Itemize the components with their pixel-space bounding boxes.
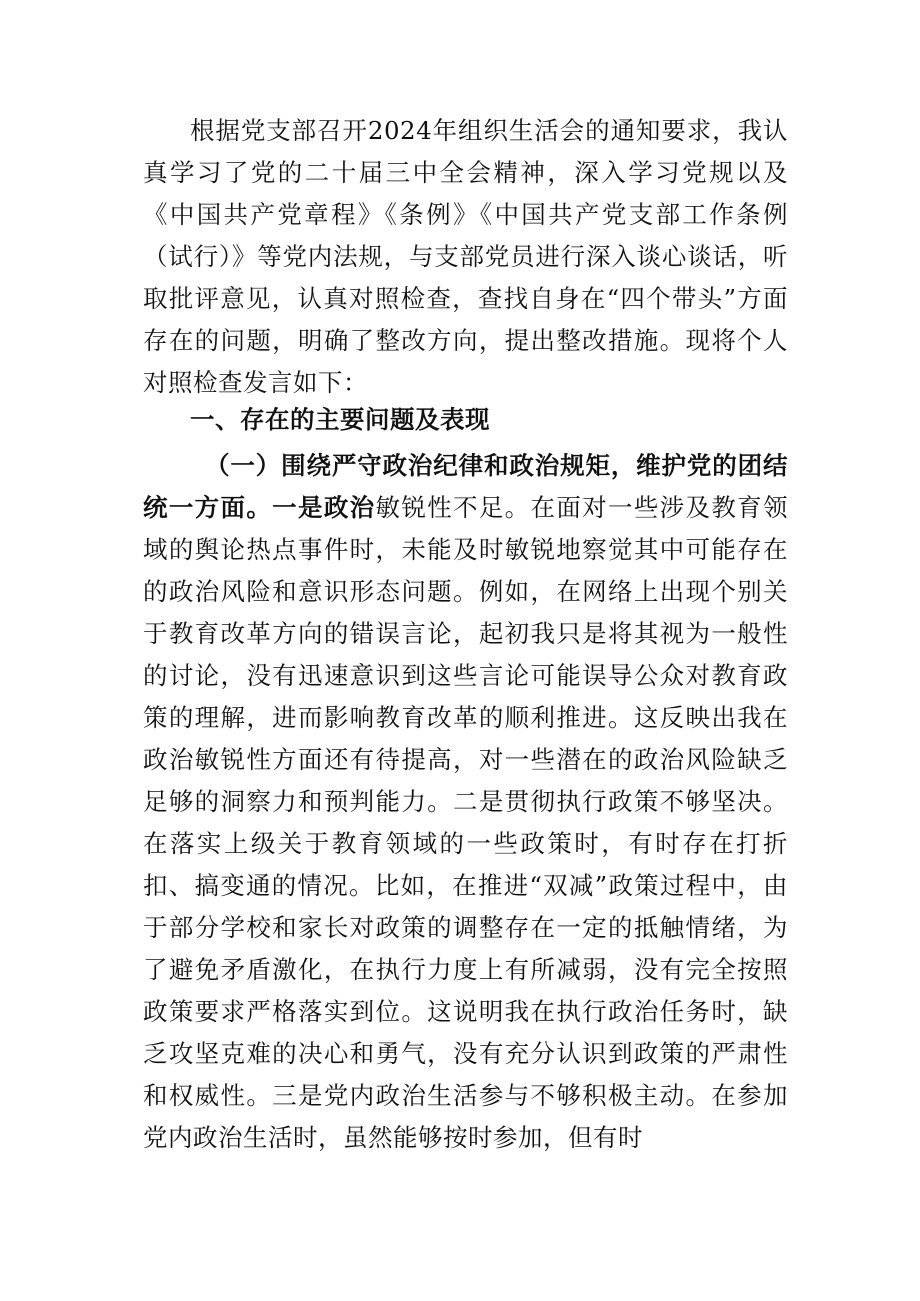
section-heading: 一、存在的主要问题及表现 xyxy=(190,405,490,434)
subheading-bold: （一）围绕严守政治纪律和政治规矩，维护党的团结统一方面。一是政治 xyxy=(143,451,788,522)
section-paragraph xyxy=(143,445,788,1159)
section-body-text: 敏锐性不足。在面对一些涉及教育领域的舆论热点事件时，未能及时敏锐地察觉其中可能存在的政治风险和意识形态问题。例如，在网络上出现个别关于教育改革方向的错误言论，起初我只是将其视为一般性的讨论，没有迅速意识到这些言论可能误导公众对教育政策的理解，进而影响教育改革的顺利推进。这反映出我在政治敏锐性方面还有待提高，对一些潜在的政治风险缺乏足够的洞察力和预判能力。二是贯彻执行政策不够坚决。在落实上级关于教育领域的一些政策时，有时存在打折扣、搞变通的情况。比如，在推进“双减”政策过程中，由于部分学校和家长对政策的调整存在一定的抵触情绪，为了避免矛盾激化，在执行力度上有所减弱，没有完全按照政策要求严格落实到位。这说明我在执行政治任务时，缺乏攻坚克难的决心和勇气，没有充分认识到政策的严肃性和权威性。三是党内政治生活参与不够积极主动。在参加党内政治生活时，虽然能够按时参加，但有时 xyxy=(143,493,788,1152)
intro-paragraph: 根据党支部召开2024年组织生活会的通知要求，我认真学习了党的二十届三中全会精神，深入学习党规以及《中国共产党章程》《条例》《中国共产党支部工作条例（试行）》等党内法规，与支部党员进行深入谈心谈话，听取批评意见，认真对照检查，查找自身在“四个带头”方面存在的问题，明确了整改方向，提出整改措施。现将个人对照检查发言如下： xyxy=(143,116,788,397)
